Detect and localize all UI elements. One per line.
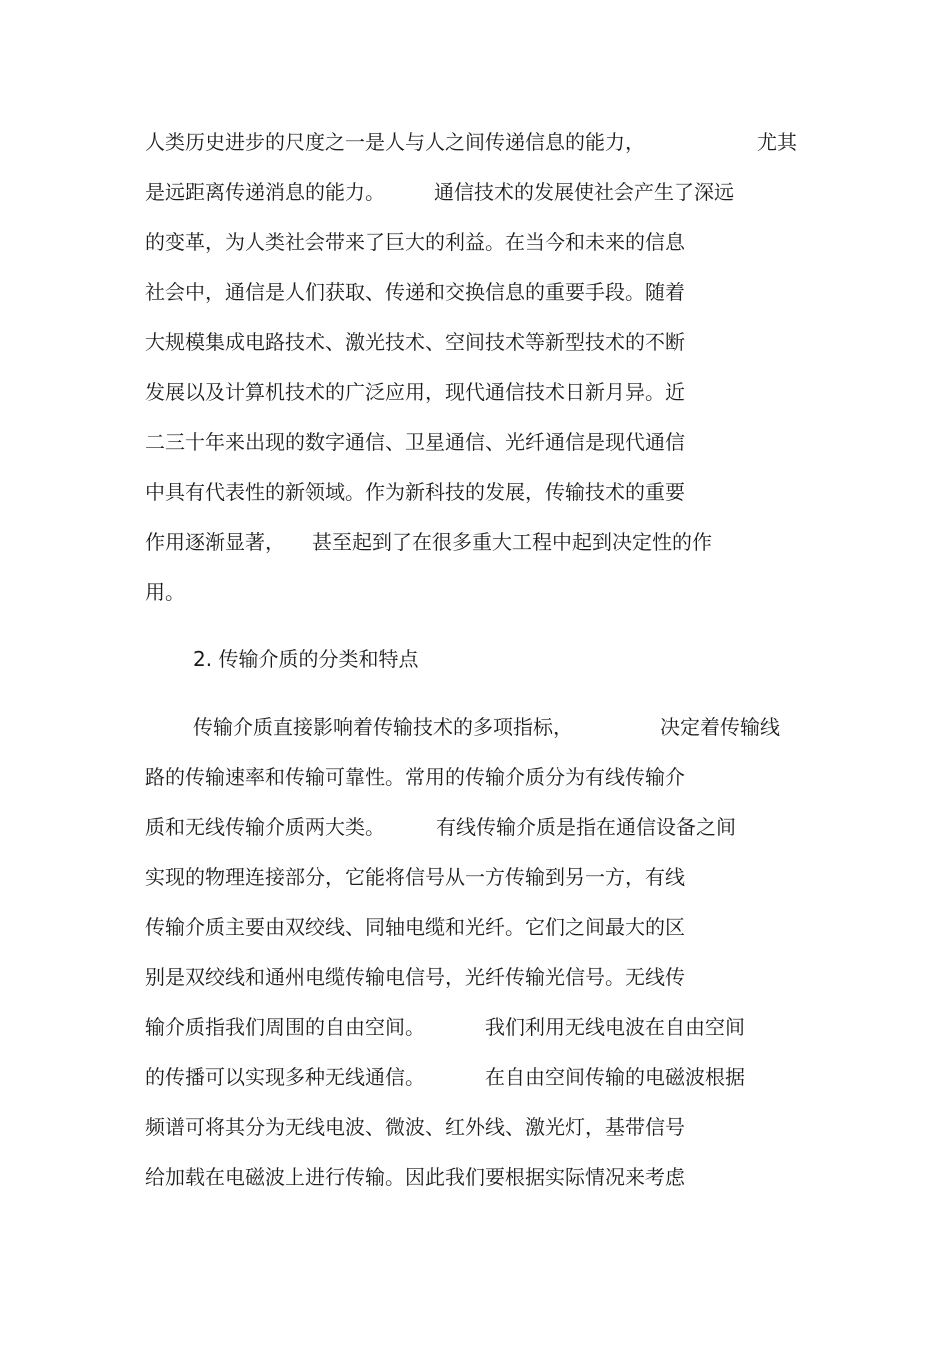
text-segment: 在自由空间传输的电磁波根据 <box>485 1065 745 1089</box>
text-segment: 有线传输介质是指在通信设备之间 <box>436 815 736 839</box>
text-segment: 传输介质主要由双绞线、同轴电缆和光纤。它们之间最大的区 <box>145 915 685 939</box>
text-segment: 的变革，为人类社会带来了巨大的利益。在当今和未来的信息 <box>145 230 685 254</box>
text-segment: 用。 <box>145 580 185 604</box>
text-segment: 给加载在电磁波上进行传输。因此我们要根据实际情况来考虑 <box>145 1165 685 1189</box>
text-segment: 别是双绞线和通州电缆传输电信号，光纤传输光信号。无线传 <box>145 965 685 989</box>
text-segment: 频谱可将其分为无线电波、微波、红外线、激光灯，基带信号 <box>145 1115 685 1139</box>
text-segment: 作用逐渐显著， <box>145 530 285 554</box>
text-segment: 输介质指我们周围的自由空间。 <box>145 1015 425 1039</box>
text-segment: 人类历史进步的尺度之一是人与人之间传递信息的能力， <box>145 130 645 154</box>
text-segment: 发展以及计算机技术的广泛应用，现代通信技术日新月异。近 <box>145 380 685 404</box>
text-segment: 二三十年来出现的数字通信、卫星通信、光纤通信是现代通信 <box>145 430 685 454</box>
text-segment: 传输介质直接影响着传输技术的多项指标， <box>193 715 573 739</box>
section-heading <box>193 646 419 724</box>
text-segment: 社会中，通信是人们获取、传递和交换信息的重要手段。随着 <box>145 280 685 304</box>
paragraph-1-line-10 <box>145 579 185 657</box>
heading-text: 2. 传输介质的分类和特点 <box>193 647 419 671</box>
text-segment: 甚至起到了在很多重大工程中起到决定性的作 <box>312 530 712 554</box>
text-segment: 路的传输速率和传输可靠性。常用的传输介质分为有线传输介 <box>145 765 685 789</box>
text-segment: 是远距离传递消息的能力。 <box>145 180 385 204</box>
text-segment: 通信技术的发展使社会产生了深远 <box>434 180 734 204</box>
text-segment: 决定着传输线 <box>660 715 780 739</box>
text-segment: 实现的物理连接部分，它能将信号从一方传输到另一方，有线 <box>145 865 685 889</box>
text-segment: 大规模集成电路技术、激光技术、空间技术等新型技术的不断 <box>145 330 685 354</box>
text-segment: 中具有代表性的新领域。作为新科技的发展，传输技术的重要 <box>145 480 685 504</box>
text-segment: 质和无线传输介质两大类。 <box>145 815 385 839</box>
paragraph-2-line-10 <box>145 1164 685 1242</box>
text-segment: 的传播可以实现多种无线通信。 <box>145 1065 425 1089</box>
text-segment: 尤其 <box>757 130 797 154</box>
text-segment: 我们利用无线电波在自由空间 <box>485 1015 745 1039</box>
